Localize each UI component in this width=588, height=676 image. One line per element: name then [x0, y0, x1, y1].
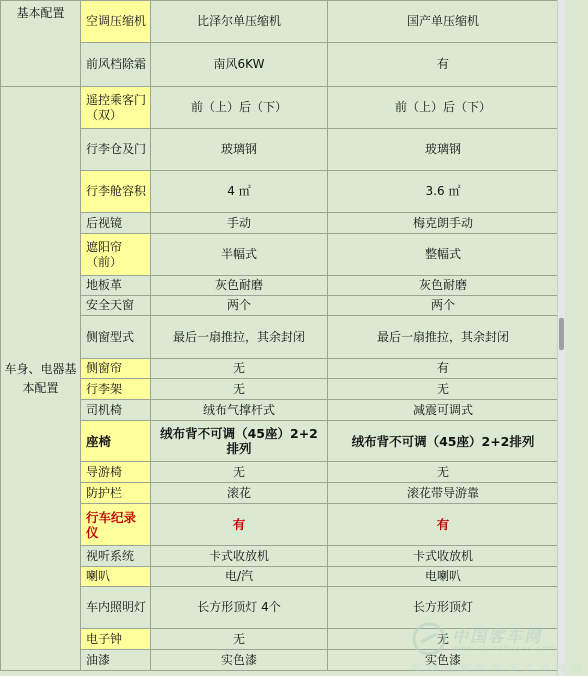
- cell-value-b: 有: [328, 43, 559, 87]
- cell-value-b: 有: [328, 359, 559, 379]
- row-label: 空调压缩机: [81, 1, 151, 43]
- row-label: 导游椅: [81, 462, 151, 483]
- cell-value-a: 绒布背不可调（45座）2+2排列: [151, 421, 328, 462]
- table-row: [1, 276, 559, 296]
- cell-value-b: 最后一扇推拉，其余封闭: [328, 316, 559, 359]
- cell-value-a: 滚花: [151, 483, 328, 504]
- cell-value-a: 电/汽: [151, 567, 328, 587]
- row-label: 行车纪录仪: [81, 504, 151, 546]
- cell-value-b: 长方形顶灯: [328, 587, 559, 629]
- cell-value-b: 滚花带导游靠: [328, 483, 559, 504]
- table-row: [1, 234, 559, 276]
- cell-value-a: 前（上）后（下）: [151, 87, 328, 129]
- cell-value-b: 卡式收放机: [328, 546, 559, 567]
- cell-value-b: 无: [328, 379, 559, 400]
- table-row: [1, 129, 559, 171]
- row-label: 前风档除霜: [81, 43, 151, 87]
- row-label: 油漆: [81, 650, 151, 671]
- row-label: 后视镜: [81, 213, 151, 234]
- table-row: [1, 43, 559, 87]
- cell-value-b: 减震可调式: [328, 400, 559, 421]
- row-label: 车内照明灯: [81, 587, 151, 629]
- table-row: [1, 650, 559, 671]
- cell-value-a: 绒布气撑杆式: [151, 400, 328, 421]
- table-row: [1, 1, 559, 43]
- row-label: 视听系统: [81, 546, 151, 567]
- cell-value-b: 实色漆: [328, 650, 559, 671]
- row-label: 遮阳帘（前）: [81, 234, 151, 276]
- cell-value-a: 无: [151, 629, 328, 650]
- row-label: 喇叭: [81, 567, 151, 587]
- cell-value-a: 无: [151, 462, 328, 483]
- table-row: [1, 567, 559, 587]
- cell-value-b: 有: [328, 504, 559, 546]
- cell-value-b: 绒布背不可调（45座）2+2排列: [328, 421, 559, 462]
- table-row: [1, 213, 559, 234]
- cell-value-b: 两个: [328, 296, 559, 316]
- cell-value-b: 整幅式: [328, 234, 559, 276]
- cell-value-b: 电喇叭: [328, 567, 559, 587]
- table-row: [1, 483, 559, 504]
- row-label: 行李仓及门: [81, 129, 151, 171]
- cell-value-b: 无: [328, 629, 559, 650]
- row-label: 座椅: [81, 421, 151, 462]
- vertical-scrollbar[interactable]: [557, 0, 565, 676]
- cell-value-a: 实色漆: [151, 650, 328, 671]
- row-label: 安全天窗: [81, 296, 151, 316]
- cell-value-a: 半幅式: [151, 234, 328, 276]
- watermark-title: 中国客车网: [452, 627, 543, 646]
- row-label: 地板革: [81, 276, 151, 296]
- cell-value-b: 前（上）后（下）: [328, 87, 559, 129]
- cell-value-b: 无: [328, 462, 559, 483]
- cell-value-a: 4 ㎡: [151, 171, 328, 213]
- table-row: [1, 421, 559, 462]
- row-label: 侧窗帘: [81, 359, 151, 379]
- table-row: [1, 587, 559, 629]
- row-label: 电子钟: [81, 629, 151, 650]
- cell-value-a: 比泽尔单压缩机: [151, 1, 328, 43]
- section-label-basic: 基本配置: [1, 1, 81, 87]
- table-row: [1, 546, 559, 567]
- cell-value-a: 玻璃钢: [151, 129, 328, 171]
- cell-value-b: 梅克朗手动: [328, 213, 559, 234]
- row-label: 侧窗型式: [81, 316, 151, 359]
- cell-value-a: 有: [151, 504, 328, 546]
- cell-value-a: 无: [151, 379, 328, 400]
- cell-value-a: 两个: [151, 296, 328, 316]
- scrollbar-thumb[interactable]: [559, 318, 564, 350]
- table-row: [1, 379, 559, 400]
- table-row: [1, 316, 559, 359]
- row-label: 防护栏: [81, 483, 151, 504]
- table-row: [1, 504, 559, 546]
- section-label-body-electric: 车身、电器基本配置: [1, 87, 81, 671]
- cell-value-a: 无: [151, 359, 328, 379]
- table-row: [1, 359, 559, 379]
- cell-value-b: 国产单压缩机: [328, 1, 559, 43]
- table-row: [1, 296, 559, 316]
- cell-value-a: 长方形顶灯 4个: [151, 587, 328, 629]
- cell-value-a: 手动: [151, 213, 328, 234]
- cell-value-b: 3.6 ㎡: [328, 171, 559, 213]
- row-label: 行李架: [81, 379, 151, 400]
- table-row: [1, 629, 559, 650]
- watermark-tagline: 值得信赖的客车专业网站: [412, 664, 588, 675]
- table-row: [1, 400, 559, 421]
- row-label: 行李舱容积: [81, 171, 151, 213]
- row-label: 遥控乘客门（双）: [81, 87, 151, 129]
- table-row: [1, 87, 559, 129]
- table-row: [1, 171, 559, 213]
- cell-value-a: 最后一扇推拉，其余封闭: [151, 316, 328, 359]
- watermark-url: www.chinabuses.com: [452, 644, 557, 653]
- row-label: 司机椅: [81, 400, 151, 421]
- cell-value-b: 灰色耐磨: [328, 276, 559, 296]
- cell-value-a: 卡式收放机: [151, 546, 328, 567]
- cell-value-a: 灰色耐磨: [151, 276, 328, 296]
- cell-value-b: 玻璃钢: [328, 129, 559, 171]
- table-row: [1, 462, 559, 483]
- cell-value-a: 南风6KW: [151, 43, 328, 87]
